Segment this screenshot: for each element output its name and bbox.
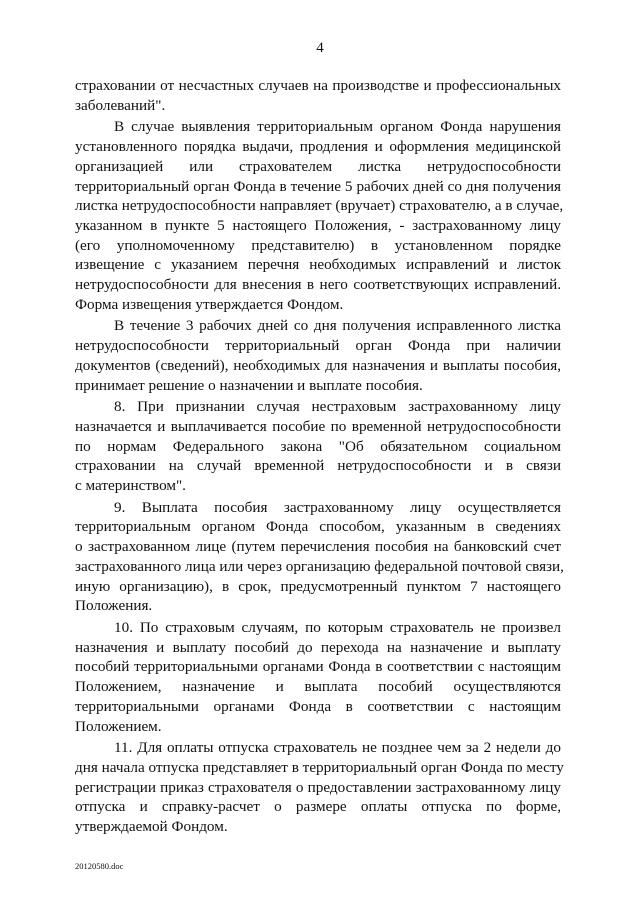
paragraph (75, 618, 561, 736)
text-line: по нормам Федерального закона "Об обязательном социальном (75, 437, 561, 455)
text-line: территориальный орган Фонда в течение 5 рабочих дней со дня получения (75, 177, 561, 195)
page-number: 4 (316, 40, 324, 56)
text-line: Положением. (75, 717, 162, 735)
text-line: извещение с указанием перечня необходимых исправлений и листок (75, 256, 561, 274)
text-line: утверждаемой Фондом. (75, 818, 228, 836)
text-line: принимает решение о назначении и выплате пособия. (75, 376, 423, 394)
text-line: 9. Выплата пособия застрахованному лицу осуществляется (114, 498, 561, 516)
text-line: дня начала отпуска представляет в территориальный орган Фонда по месту (75, 758, 564, 776)
paragraph (75, 117, 564, 314)
text-line: Положением, назначение и выплата пособий осуществляются (75, 678, 561, 696)
text-line: указанном в пункте 5 настоящего Положения, - застрахованному лицу (75, 216, 561, 234)
text-line: территориальным органом Фонда способом, указанным в сведениях (75, 518, 561, 536)
text-line: В случае выявления территориальным органом Фонда нарушения (114, 118, 561, 136)
text-line: организацией или страхователем листка нетрудоспособности (75, 157, 561, 175)
text-line: (его уполномоченному представителю) в установленном порядке (75, 236, 561, 254)
text-line: иную организацию), в срок, предусмотренный пунктом 7 настоящего (75, 577, 561, 595)
text-line: пособий территориальными органами Фонда в соответствии с настоящим (75, 658, 561, 676)
text-line: территориальными органами Фонда в соответствии с настоящим (75, 697, 561, 715)
text-line: установленного порядка выдачи, продления и оформления медицинской (75, 138, 561, 156)
text-line: с материнством". (75, 477, 186, 495)
text-line: 10. По страховым случаям, по которым страхователь не произвел (114, 618, 561, 636)
text-line: заболеваний". (75, 96, 166, 114)
text-line: назначения и выплату пособий до перехода на назначение и выплату (75, 638, 561, 656)
text-line: о застрахованном лице (путем перечисления пособия на банковский счет (75, 538, 561, 556)
text-line: страховании на случай временной нетрудоспособности и в связи (75, 457, 561, 475)
text-line: нетрудоспособности для внесения в него соответствующих исправлений. (75, 276, 561, 294)
text-line: документов (сведений), необходимых для назначения и выплаты пособия, (75, 356, 561, 374)
text-line: Положения. (75, 597, 153, 615)
paragraph (75, 738, 564, 837)
text-line: В течение 3 рабочих дней со дня получения исправленного листка (114, 317, 561, 335)
text-line: нетрудоспособности территориальный орган Фонда при наличии (75, 337, 561, 355)
footer-filename: 20120580.doc (75, 861, 124, 871)
paragraph (75, 498, 564, 616)
text-line: отпуска и справку-расчет о размере оплаты отпуска по форме, (75, 798, 561, 816)
text-line: листка нетрудоспособности направляет (вручает) страхователю, а в случае, (75, 197, 564, 215)
text-line: застрахованного лица или через организацию федеральной почтовой связи, (75, 557, 564, 575)
text-line: регистрации приказ страхователя о предоставлении застрахованному лицу (75, 778, 561, 796)
text-line: 8. При признании случая нестраховым застрахованному лицу (114, 398, 561, 416)
paragraph (75, 397, 561, 496)
text-line: страховании от несчастных случаев на производстве и профессиональных (75, 77, 561, 94)
text-line: назначается и выплачивается пособие по временной нетрудоспособности (75, 417, 561, 435)
document-body (75, 76, 564, 839)
text-line: Форма извещения утверждается Фондом. (75, 295, 344, 313)
paragraph (75, 76, 561, 115)
paragraph (75, 316, 561, 395)
text-line: 11. Для оплаты отпуска страхователь не позднее чем за 2 недели до (114, 739, 561, 757)
